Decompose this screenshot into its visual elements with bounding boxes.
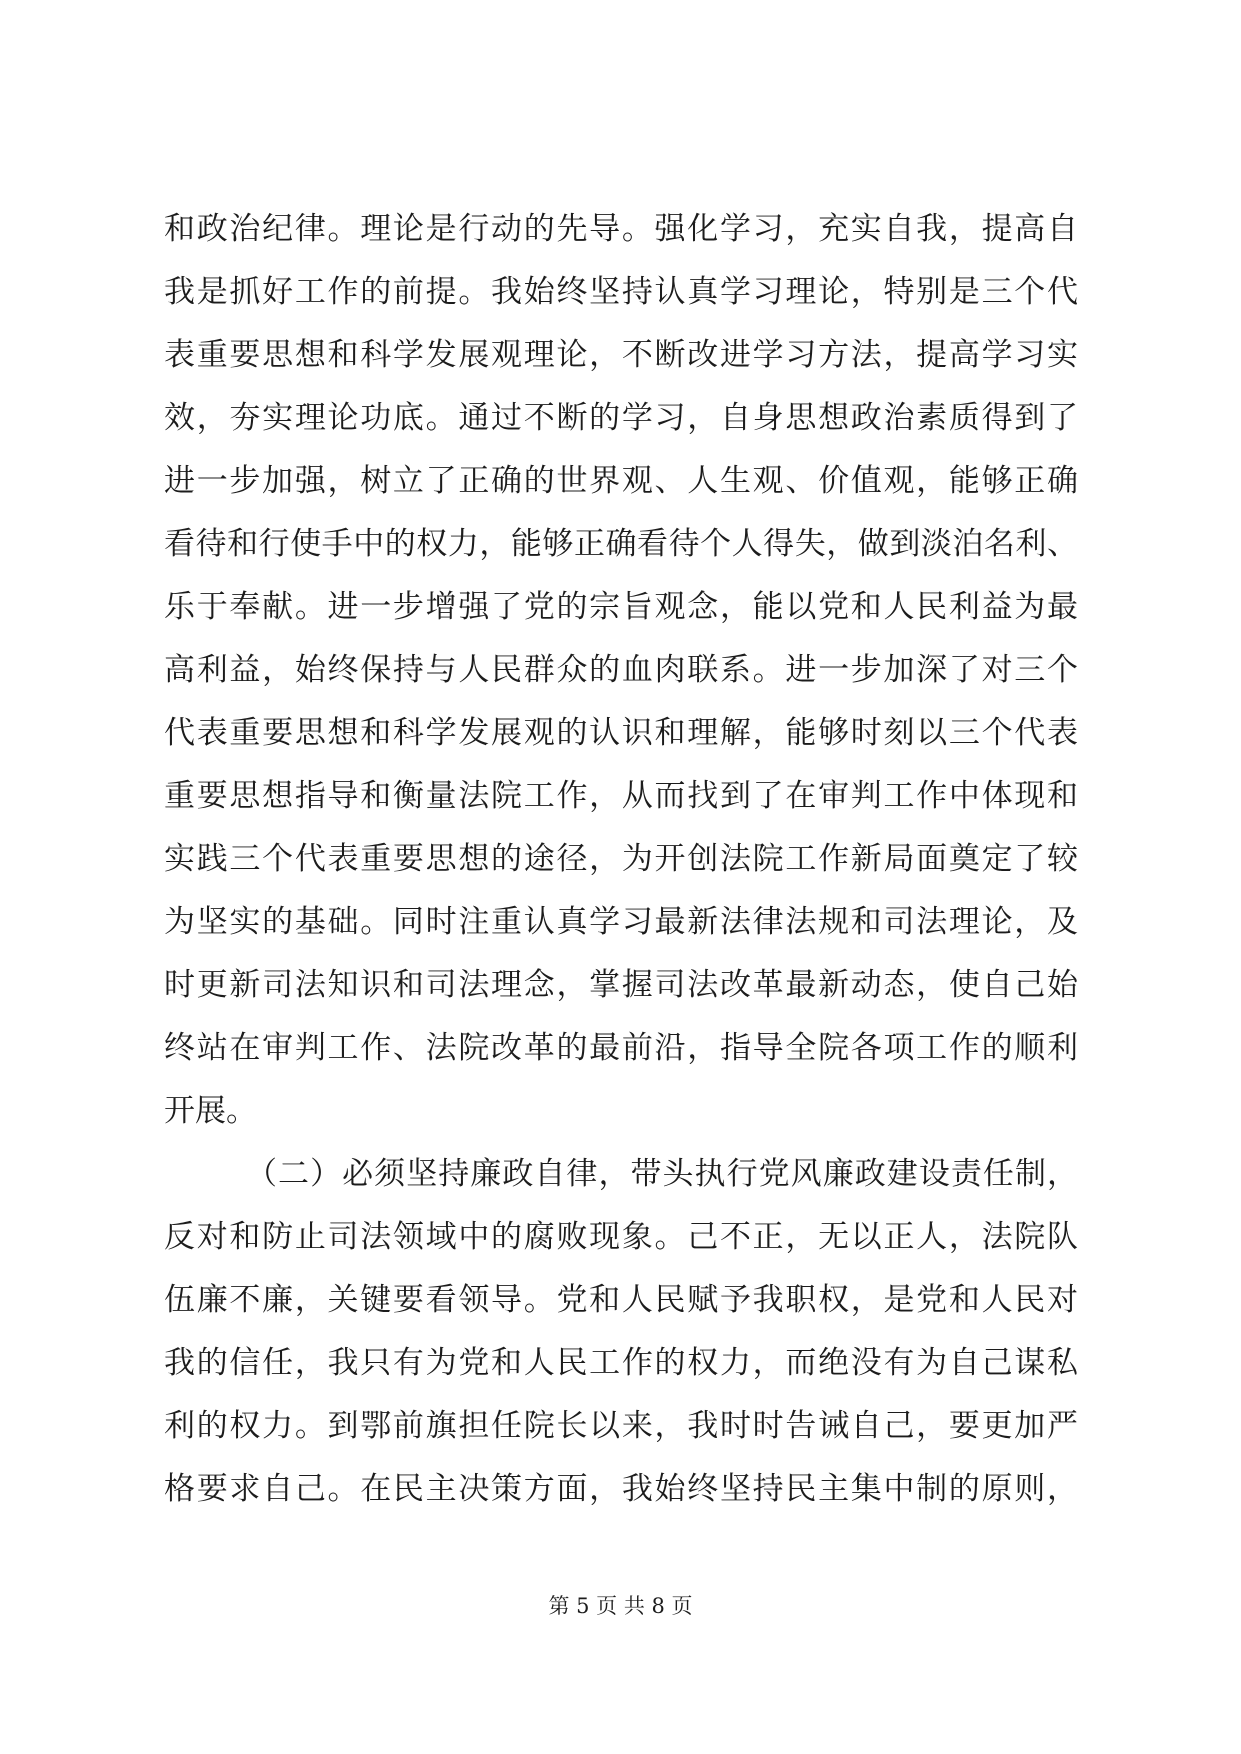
text-line: 我的信任，我只有为党和人民工作的权力，而绝没有为自己谋私	[164, 1345, 1078, 1381]
text-line: 表重要思想和科学发展观理论，不断改进学习方法，提高学习实	[164, 337, 1078, 373]
text-line: 为坚实的基础。同时注重认真学习最新法律法规和司法理论，及	[164, 904, 1078, 940]
text-line: 终站在审判工作、法院改革的最前沿，指导全院各项工作的顺利	[164, 1030, 1078, 1066]
text-line: 利的权力。到鄂前旗担任院长以来，我时时告诫自己，要更加严	[164, 1408, 1078, 1444]
text-line: 高利益，始终保持与人民群众的血肉联系。进一步加深了对三个	[164, 652, 1078, 688]
page-number-footer: 第 5 页 共 8 页	[548, 1594, 693, 1618]
text-line: 看待和行使手中的权力，能够正确看待个人得失，做到淡泊名利、	[164, 526, 1078, 562]
paragraph-heading-line: （二）必须坚持廉政自律，带头执行党风廉政建设责任制，	[246, 1156, 1078, 1192]
text-line: 伍廉不廉，关键要看领导。党和人民赋予我职权，是党和人民对	[164, 1282, 1078, 1318]
text-line: 实践三个代表重要思想的途径，为开创法院工作新局面奠定了较	[164, 841, 1078, 877]
text-line: 重要思想指导和衡量法院工作，从而找到了在审判工作中体现和	[164, 778, 1078, 814]
text-line: 反对和防止司法领域中的腐败现象。己不正，无以正人，法院队	[164, 1219, 1078, 1255]
text-line: 进一步加强，树立了正确的世界观、人生观、价值观，能够正确	[164, 463, 1078, 499]
text-line: 效，夯实理论功底。通过不断的学习，自身思想政治素质得到了	[164, 400, 1078, 436]
body-text	[164, 198, 1078, 1521]
text-line: 开展。	[164, 1093, 257, 1129]
text-line: 乐于奉献。进一步增强了党的宗旨观念，能以党和人民利益为最	[164, 589, 1078, 625]
text-line: 代表重要思想和科学发展观的认识和理解，能够时刻以三个代表	[164, 715, 1078, 751]
text-line: 时更新司法知识和司法理念，掌握司法改革最新动态，使自己始	[164, 967, 1078, 1003]
text-line: 格要求自己。在民主决策方面，我始终坚持民主集中制的原则，	[164, 1471, 1078, 1507]
text-line: 我是抓好工作的前提。我始终坚持认真学习理论，特别是三个代	[164, 274, 1078, 310]
text-line: 和政治纪律。理论是行动的先导。强化学习，充实自我，提高自	[164, 211, 1078, 247]
